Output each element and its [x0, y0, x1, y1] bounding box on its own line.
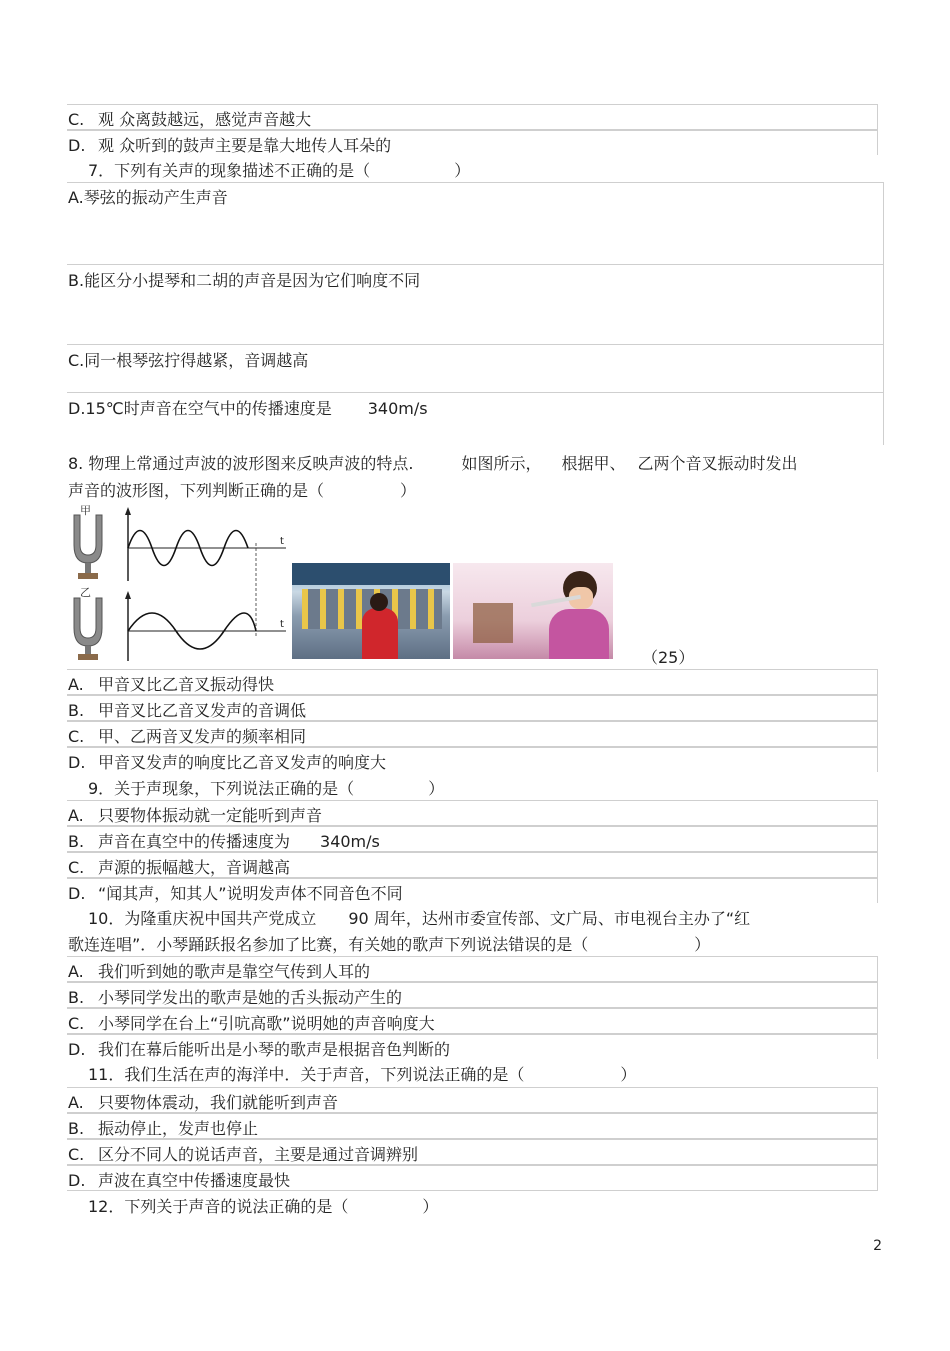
option-text: 同一根琴弦拧得越紧，音调越高	[84, 351, 309, 370]
option-c	[68, 855, 290, 878]
option-text: 琴弦的振动产生声音	[83, 188, 228, 207]
option-a	[68, 672, 274, 695]
option-label: C.	[68, 858, 85, 877]
flute-performance-photo	[453, 563, 613, 659]
close-paren: ）	[422, 1197, 439, 1216]
option-label: C.	[68, 351, 85, 370]
label-yi: 乙	[80, 586, 91, 599]
option-b	[68, 698, 306, 721]
option-label: B.	[68, 1119, 85, 1138]
close-paren: ）	[454, 161, 471, 180]
option-text: “闻其声，知其人”说明发声体不同音色不同	[98, 884, 403, 903]
option-text: 小琴同学发出的歌声是她的舌头振动产生的	[98, 988, 403, 1007]
question-text: 8. 物理上常通过声波的波形图来反映声波的特点.	[68, 454, 414, 473]
question-text: 9．关于声现象，下列说法正确的是（	[88, 779, 355, 798]
question-12-stem	[88, 1194, 438, 1217]
option-a	[68, 1090, 338, 1113]
option-label: D.	[68, 1171, 86, 1190]
option-text: 区分不同人的说话声音，主要是通过音调辨别	[98, 1145, 419, 1164]
option-label: B.	[68, 988, 85, 1007]
option-text: 甲、乙两音叉发声的频率相同	[98, 727, 307, 746]
option-text: 声波在真空中传播速度最快	[98, 1171, 291, 1190]
close-paren: ）	[694, 935, 711, 954]
question-7-stem	[88, 158, 470, 181]
arrow-icon	[125, 591, 131, 599]
option-text: 我们听到她的歌声是靠空气传到人耳的	[98, 962, 371, 981]
option-a	[68, 185, 228, 208]
bells-performance-photo	[292, 563, 450, 659]
option-text: 甲音叉比乙音叉发声的音调低	[98, 701, 307, 720]
option-text: 声源的振幅越大，音调越高	[98, 858, 291, 877]
option-text: 能区分小提琴和二胡的声音是因为它们响度不同	[84, 271, 421, 290]
option-text: 振动停止，发声也停止	[98, 1119, 259, 1138]
option-c	[68, 1011, 435, 1034]
option-b	[68, 829, 380, 852]
axis-t-label: t	[280, 619, 284, 630]
question-text: 90 周年，达州市委宣传部、文广局、市电视台主办了“红	[348, 909, 751, 928]
option-text: 只要物体振动就一定能听到声音	[98, 806, 323, 825]
option-text: 观 众听到的鼓声主要是靠大地传人耳朵的	[98, 136, 392, 155]
close-paren: ）	[620, 1065, 637, 1084]
question-10-stem	[88, 906, 750, 929]
option-text: 观 众离鼓越远，感觉声音越大	[98, 110, 312, 129]
option-text: 小琴同学在台上“引吭高歌”说明她的声音响度大	[98, 1014, 435, 1033]
option-label: B.	[68, 832, 85, 851]
option-d	[68, 1168, 290, 1191]
option-c	[68, 107, 311, 130]
option-text: 只要物体震动，我们就能听到声音	[98, 1093, 339, 1112]
option-label: A.	[68, 675, 84, 694]
question-9-stem	[88, 776, 444, 799]
speed-value: 340m/s	[367, 399, 428, 418]
option-b	[68, 1116, 258, 1139]
close-paren: ）	[428, 779, 445, 798]
question-8-stem-line2	[68, 478, 416, 501]
option-label: D.	[68, 753, 86, 772]
option-label: C.	[68, 110, 85, 129]
option-b	[68, 985, 402, 1008]
option-d	[68, 396, 428, 419]
option-label: C.	[68, 1145, 85, 1164]
option-label: A.	[68, 1093, 84, 1112]
option-text: 15℃时声音在空气中的传播速度是	[85, 399, 332, 418]
option-c	[68, 1142, 418, 1165]
option-c	[68, 348, 308, 371]
question-text: 根据甲、	[561, 454, 626, 473]
option-label: A.	[68, 188, 84, 207]
question-10-stem-line2	[68, 932, 710, 955]
question-text: 11．我们生活在声的海洋中．关于声音，下列说法正确的是（	[88, 1065, 525, 1084]
option-label: C.	[68, 727, 85, 746]
option-label: A.	[68, 962, 84, 981]
question-11-stem	[88, 1062, 636, 1085]
question-8-stem	[68, 451, 798, 474]
option-d	[68, 133, 391, 156]
option-label: D.	[68, 1040, 86, 1059]
option-d	[68, 1037, 450, 1060]
option-text: 我们在幕后能听出是小琴的歌声是根据音色判断的	[98, 1040, 451, 1059]
figure-number: （25）	[642, 648, 695, 667]
option-label: D.	[68, 399, 86, 418]
speed-value: 340m/s	[320, 832, 380, 851]
option-label: B.	[68, 271, 85, 290]
axis-t-label: t	[280, 536, 284, 547]
question-text: 10．为隆重庆祝中国共产党成立	[88, 909, 317, 928]
option-label: B.	[68, 701, 85, 720]
option-a	[68, 959, 370, 982]
arrow-icon	[125, 507, 131, 515]
question-text: 7．下列有关声的现象描述不正确的是（	[88, 161, 371, 180]
close-paren: ）	[400, 481, 417, 500]
option-label: D.	[68, 136, 86, 155]
option-d	[68, 750, 386, 773]
option-label: C.	[68, 1014, 85, 1033]
question-text: 歌连连唱”．小琴踊跃报名参加了比赛，有关她的歌声下列说法错误的是（	[68, 935, 589, 954]
option-a	[68, 803, 322, 826]
label-jia: 甲	[80, 504, 91, 517]
tuning-fork-waveform-figure	[66, 503, 298, 663]
option-d	[68, 881, 403, 904]
tuning-fork-yi-icon	[74, 598, 102, 660]
question-text: 12．下列关于声音的说法正确的是（	[88, 1197, 349, 1216]
question-text: 乙两个音叉振动时发出	[637, 454, 798, 473]
option-b	[68, 268, 420, 291]
option-text: 甲音叉发声的响度比乙音叉发声的响度大	[98, 753, 387, 772]
page-number: 2	[873, 1238, 882, 1254]
question-text: 声音的波形图，下列判断正确的是（	[68, 481, 325, 500]
tuning-fork-jia-icon	[74, 515, 102, 579]
option-text: 声音在真空中的传播速度为	[98, 832, 291, 851]
question-text: 如图所示，	[461, 454, 542, 473]
option-label: D.	[68, 884, 86, 903]
option-label: A.	[68, 806, 84, 825]
option-text: 甲音叉比乙音叉振动得快	[98, 675, 275, 694]
option-c	[68, 724, 306, 747]
